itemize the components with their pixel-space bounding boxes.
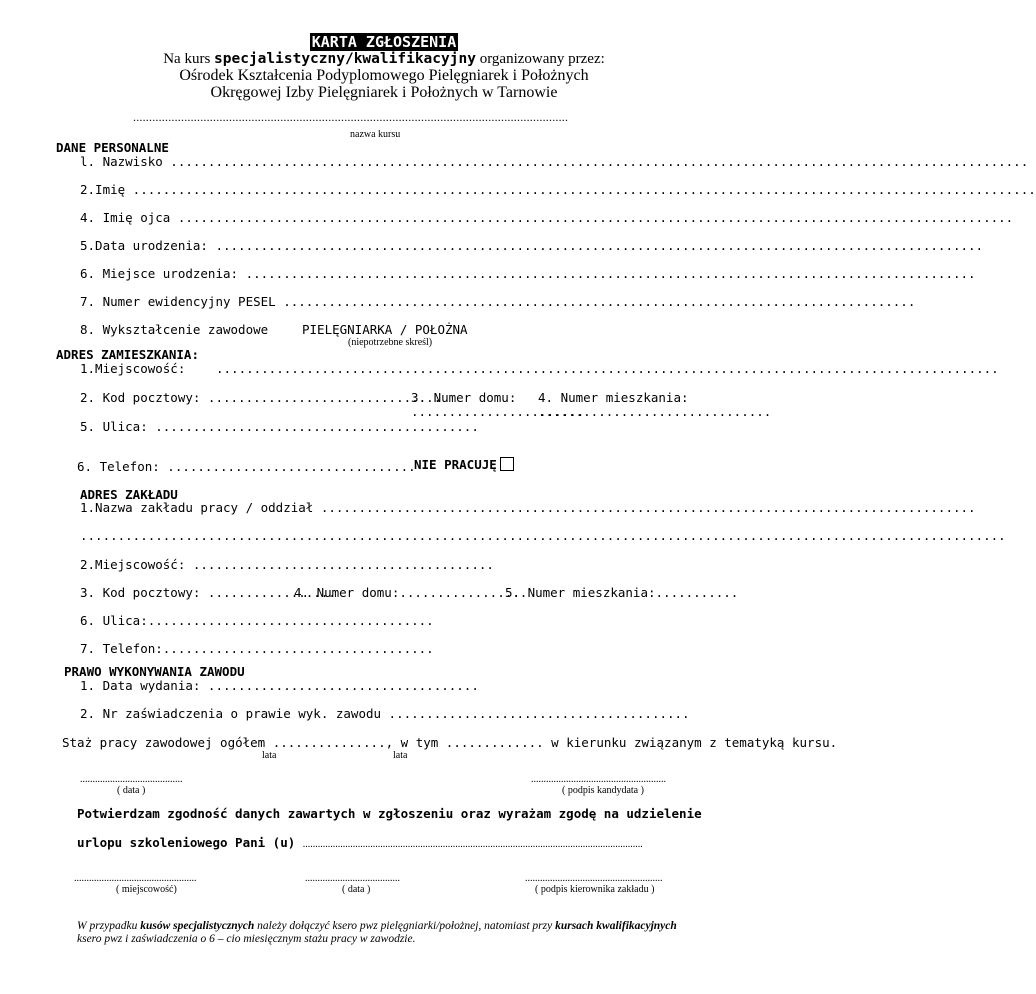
education-value[interactable]: PIELĘGNIARKA / POŁOŻNA [302, 322, 468, 337]
workplace-postal-field[interactable]: 3. Kod pocztowy: ................. [80, 585, 336, 600]
pesel-field[interactable]: 7. Numer ewidencyjny PESEL .................................................................................... [80, 294, 916, 309]
footnote-line-2: ksero pwz i zaświadczenia o 6 – cio miesięcznym stażu pracy w zawodzie. [77, 933, 416, 945]
employer-date-caption: ( data ) [342, 884, 371, 895]
residence-phone-field[interactable]: 6. Telefon: ................................. [77, 459, 416, 474]
workplace-apt-field[interactable]: 5. Numer mieszkania:........... [505, 585, 739, 600]
workplace-phone-field[interactable]: 7. Telefon:.................................... [80, 641, 434, 656]
not-working-checkbox[interactable] [500, 457, 514, 471]
confirmation-text: Potwierdzam zgodność danych zawartych w zgłoszeniu oraz wyrażam zgodę na udzielenie [77, 806, 702, 821]
birth-date-field[interactable]: 5.Data urodzenia: ...................................................................................................... [80, 238, 984, 253]
first-name-field[interactable]: 2.Imię ........................................................................................................................ [80, 182, 1036, 197]
employer-signature-field[interactable]: ....................................................... [525, 873, 663, 884]
workplace-name-field[interactable]: 1.Nazwa zakładu pracy / oddział ....................................................................................... [80, 500, 976, 515]
residence-house-label: 3. Numer domu: [411, 390, 517, 405]
course-type: specjalistyczny/kwalifikacyjny [214, 51, 476, 67]
employer-date-field[interactable]: ...................................... [305, 873, 400, 884]
form-header [0, 32, 768, 51]
license-number-field[interactable]: 2. Nr zaświadczenia o prawie wyk. zawodu ........................................ [80, 706, 690, 721]
form-title: KARTA ZGŁOSZENIA [311, 33, 457, 51]
course-intro-line: Na kurs specjalistyczny/kwalifikacyjny organizowany przez: [163, 51, 605, 67]
education-note: (niepotrzebne skreśl) [348, 337, 433, 348]
father-name-field[interactable]: 4. Imię ojca ............................................................................................................... [80, 210, 1014, 225]
course-name-caption: nazwa kursu [350, 129, 401, 140]
candidate-signature-caption: ( podpis kandydata ) [562, 785, 644, 796]
birth-place-field[interactable]: 6. Miejsce urodzenia: ................................................................................................. [80, 266, 976, 281]
seniority-years-caption-1: lata [262, 750, 277, 761]
workplace-city-field[interactable]: 2.Miejscowość: ........................................ [80, 557, 494, 572]
employee-name-field[interactable]: ........................................................................................................................................ [302, 839, 643, 850]
residence-city-field[interactable]: ........................................................................................................ [216, 361, 999, 376]
education-label: 8. Wykształcenie zawodowe [80, 322, 269, 337]
employer-place-caption: ( miejscowość) [116, 884, 177, 895]
seniority-years-caption-2: lata [393, 750, 408, 761]
residence-apt-field[interactable]: ............................... [538, 404, 772, 419]
employer-place-field[interactable]: ................................................. [74, 873, 197, 884]
employer-signature-caption: ( podpis kierownika zakładu ) [535, 884, 655, 895]
practice-heading: PRAWO WYKONYWANIA ZAWODU [64, 664, 245, 679]
candidate-date-field[interactable]: ......................................... [80, 774, 183, 785]
residence-postal-field[interactable]: 2. Kod pocztowy: ............................... [80, 390, 442, 405]
candidate-signature-field[interactable]: ...................................................... [531, 774, 666, 785]
organizer-line-2: Okręgowej Izby Pielęgniarek i Położnych w Tarnowie [210, 84, 558, 101]
employee-name-line: urlopu szkoleniowego Pani (u) ........................................................................................................................................ [77, 835, 643, 850]
residence-house-field[interactable]: ....................... [411, 404, 585, 419]
not-working-option[interactable]: NIE PRACUJĘ [414, 457, 514, 472]
workplace-name-cont-field[interactable]: ........................................................................................................................... [80, 528, 1006, 543]
organizer-line-1: Ośrodek Kształcenia Podyplomowego Pielęgniarek i Położnych [179, 67, 589, 84]
residence-city-label: 1.Miejscowość: [80, 361, 186, 376]
candidate-date-caption: ( data ) [117, 785, 146, 796]
residence-heading: ADRES ZAMIESZKANIA: [56, 347, 199, 362]
personal-data-heading: DANE PERSONALNE [56, 140, 169, 155]
license-date-field[interactable]: 1. Data wydania: .................................... [80, 678, 479, 693]
footnote-line-1: W przypadku kusów specjalistycznych należy dołączyć ksero pwz pielęgniarki/położnej, natomiast przy kursach kwalifikacyjnych [77, 920, 677, 932]
workplace-street-field[interactable]: 6. Ulica:...................................... [80, 613, 434, 628]
surname-field[interactable]: l. Nazwisko .................................................................................................................. [80, 154, 1029, 169]
seniority-field[interactable]: Staż pracy zawodowej ogółem ..............., w tym ............. w kierunku związanym z tematyką kursu. [62, 735, 838, 750]
residence-apt-label: 4. Numer mieszkania: [538, 390, 689, 405]
workplace-house-field[interactable]: 4. Numer domu:................. [294, 585, 528, 600]
course-name-field[interactable]: ........................................................................................................................................ [133, 110, 569, 124]
workplace-heading: ADRES ZAKŁADU [80, 487, 178, 502]
residence-street-field[interactable]: 5. Ulica: ........................................... [80, 419, 479, 434]
